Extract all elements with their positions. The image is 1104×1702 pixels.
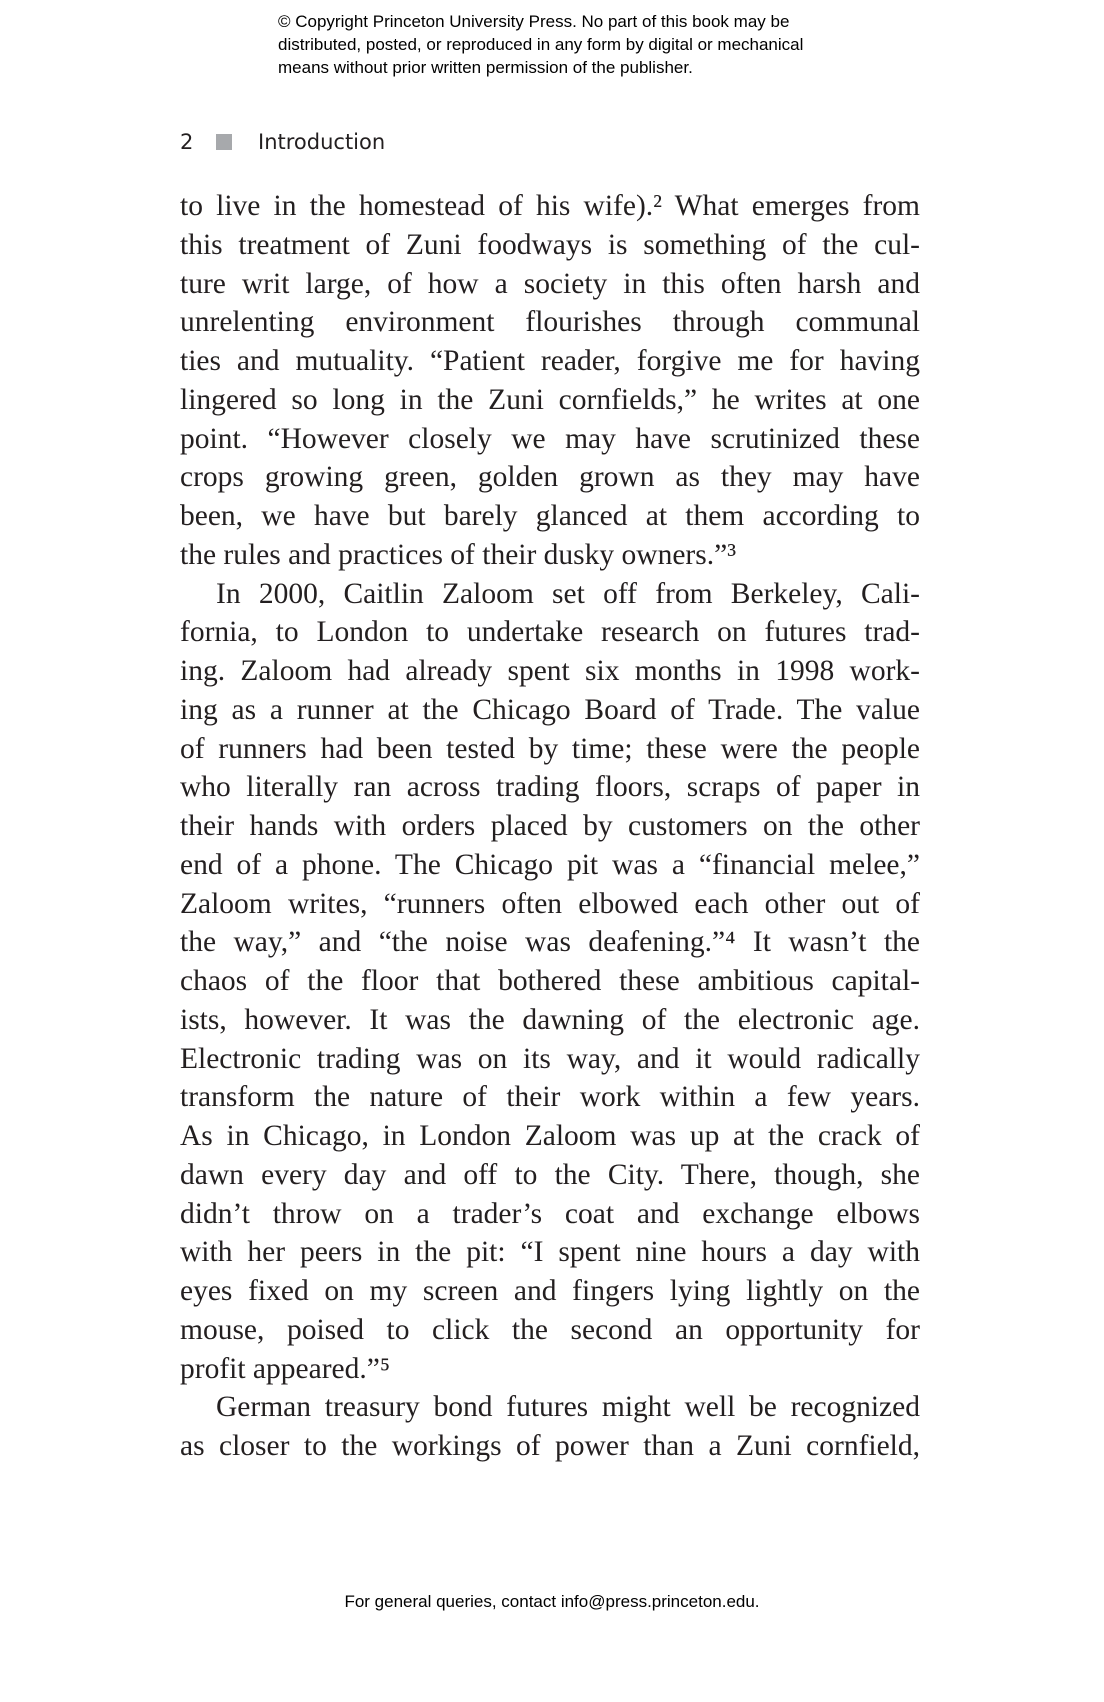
text-line: In 2000, Caitlin Zaloom set off from Berkeley, Cali- xyxy=(216,577,920,610)
text-line: of runners had been tested by time; these were the people xyxy=(180,732,920,765)
text-line: German treasury bond futures might well be recognized xyxy=(216,1391,920,1424)
text-line: transform the nature of their work within a few years. xyxy=(180,1081,920,1114)
text-line: ists, however. It was the dawning of the electronic age. xyxy=(180,1003,920,1036)
text-line: eyes fixed on my screen and fingers lying lightly on the xyxy=(180,1275,920,1307)
copyright-line: distributed, posted, or reproduced in any form by digital or mechanical xyxy=(278,35,804,54)
text-line: ing. Zaloom had already spent six months in 1998 work- xyxy=(180,655,920,687)
text-line: fornia, to London to undertake research on futures trad- xyxy=(180,616,920,649)
text-line: dawn every day and off to the City. There, though, she xyxy=(180,1158,920,1191)
footer-contact: For general queries, contact info@press.princeton.edu. xyxy=(344,1592,760,1611)
text-line: the way,” and “the noise was deafening.”⁴ It wasn’t the xyxy=(180,926,920,959)
text-line: ties and mutuality. “Patient reader, forgive me for having xyxy=(180,345,920,377)
text-line: Zaloom writes, “runners often elbowed each other out of xyxy=(180,887,920,920)
text-line: unrelenting environment flourishes through communal xyxy=(180,306,920,339)
text-line: who literally ran across trading floors, scraps of paper in xyxy=(180,771,920,804)
text-line: been, we have but barely glanced at them according to xyxy=(180,500,920,532)
text-line: profit appeared.”⁵ xyxy=(180,1352,391,1385)
text-line: end of a phone. The Chicago pit was a “financial melee,” xyxy=(180,848,920,881)
text-line: as closer to the workings of power than a Zuni cornfield, xyxy=(180,1430,920,1462)
text-line: ing as a runner at the Chicago Board of Trade. The value xyxy=(180,693,920,726)
square-icon xyxy=(216,134,232,150)
copyright-line: means without prior written permission of the publisher. xyxy=(278,58,693,77)
copyright-line: © Copyright Princeton University Press. No part of this book may be xyxy=(278,12,790,31)
text-line: with her peers in the pit: “I spent nine hours a day with xyxy=(180,1236,920,1269)
text-line: their hands with orders placed by customers on the other xyxy=(180,810,920,842)
body-text xyxy=(180,187,920,1466)
text-line: to live in the homestead of his wife).² What emerges from xyxy=(180,190,920,222)
page-number: 2 xyxy=(180,130,194,154)
text-line: the rules and practices of their dusky owners.”³ xyxy=(180,538,737,571)
text-line: point. “However closely we may have scrutinized these xyxy=(180,422,920,455)
text-line: chaos of the floor that bothered these ambitious capital- xyxy=(180,965,920,997)
running-head xyxy=(180,128,385,156)
text-line: As in Chicago, in London Zaloom was up at the crack of xyxy=(180,1120,920,1152)
section-title: Introduction xyxy=(258,130,386,154)
text-line: didn’t throw on a trader’s coat and exchange elbows xyxy=(180,1197,920,1230)
text-line: lingered so long in the Zuni cornfields,” he writes at one xyxy=(180,383,920,416)
text-line: mouse, poised to click the second an opportunity for xyxy=(180,1313,920,1346)
copyright-notice xyxy=(278,10,918,79)
text-line: Electronic trading was on its way, and it would radically xyxy=(180,1042,920,1075)
text-line: ture writ large, of how a society in this often harsh and xyxy=(180,267,920,300)
text-line: this treatment of Zuni foodways is something of the cul- xyxy=(180,228,920,261)
text-line: crops growing green, golden grown as they may have xyxy=(180,461,920,494)
